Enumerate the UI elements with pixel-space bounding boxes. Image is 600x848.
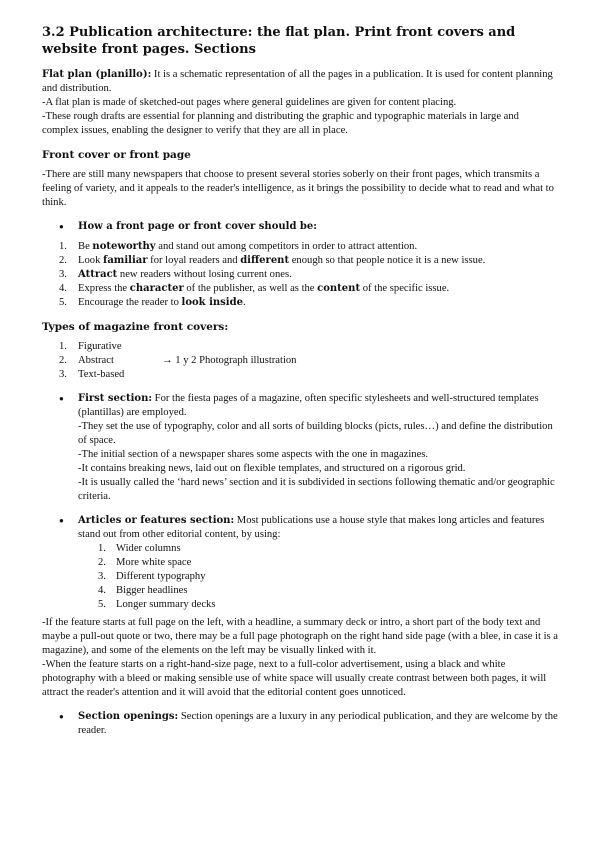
how-heading-item [42, 220, 558, 234]
list-item: 3. Different typography [98, 571, 206, 582]
list-item: 4. Express the character of the publisher, as well as the content of the specific issue. [59, 283, 450, 294]
list-item: 1. Figurative [59, 341, 122, 352]
first-line: -It is usually called the ‘hard news’ section and it is subdivided in sections following thematic and/or geographic criteria. [78, 477, 555, 502]
flatplan-paragraph [42, 68, 558, 96]
list-item: 2. Look familiar for loyal readers and different enough so that people notice it is a new issue. [59, 255, 486, 266]
first-line: -They set the use of typography, color and all sorts of building blocks (picts, rules…) and define the distribution of space. [78, 421, 553, 446]
articles-paragraph-2: -When the feature starts on a right-hand-size page, next to a full-color advertisement, using a black and white photography with a bleed or making sensible use of white space will usually create contrast between both pages, it will attract the reader's attention and it will avoid that the editorial content goes unnoticed. [42, 659, 547, 698]
first-line: -The initial section of a newspaper shares some aspects with the one in magazines. [78, 449, 429, 460]
flatplan-line-3: -These rough drafts are essential for planning and distributing the graphic and typographic materials in large and complex issues, enabling the designer to verify that they are all in place. [42, 111, 519, 136]
how-bullet-list [42, 220, 558, 234]
first-label: First section: [78, 393, 153, 404]
first-line: -It contains breaking news, laid out on flexible templates, and structured on a rigorous grid. [78, 463, 466, 474]
flatplan-text: It is a schematic representation of all the pages in a publication. It is used for content planning and distribution. [42, 69, 553, 94]
list-item: 3. Attract new readers without losing current ones. [59, 269, 292, 280]
first-section-item: ● First section: For the fiesta pages of a magazine, often specific stylesheets and well-structured templates (plantillas) are employed. -They set the use of typography, color and all sorts of building blocks (picts, rules…) and define the distribution of space. -The initial section of a newspaper shares some aspects with the one in magazines. -It contains breaking news, laid out on flexible templates, and structured on a rigorous grid. -It is usually called the ‘hard news’ section and it is subdivided in sections following thematic and/or geographic criteria. [42, 392, 558, 504]
frontcover-text: -There are still many newspapers that choose to present several stories soberly on their front pages, which transmits a feeling of variety, and it appeals to the reader's intelligence, as it brings the possibility to decide what to read and what to think. [42, 169, 554, 208]
document-page [42, 24, 558, 744]
openings-item: ● Section openings: Section openings are a luxury in any periodical publication, and they are welcome by the reader. [42, 710, 558, 738]
list-item: 2. Abstract → 1 y 2 Photograph illustration [59, 355, 297, 366]
how-list [42, 240, 558, 310]
openings-block [42, 710, 558, 738]
list-item: 4. Bigger headlines [98, 585, 188, 596]
articles-list [42, 542, 558, 612]
list-item: 1. Be noteworthy and stand out among competitors in order to attract attention. [59, 241, 418, 252]
articles-label: Articles or features section: [78, 515, 235, 526]
list-item: 5. Encourage the reader to look inside. [59, 297, 246, 308]
first-section-block [42, 392, 558, 504]
list-item: 1. Wider columns [98, 543, 181, 554]
list-item: 5. Longer summary decks [98, 599, 216, 610]
frontcover-heading: Front cover or front page [42, 149, 191, 161]
articles-paragraph-1: -If the feature starts at full page on the left, with a headline, a summary deck or intro, a short part of the body text and maybe a pull-out quote or two, there may be a full page photograph on the right hand side page (with a blee, in case it is a magazine), and some of the elements on the left may be visually linked with it. [42, 617, 558, 656]
flatplan-line-2: -A flat plan is made of sketched-out pages where general guidelines are given for content placing. [42, 97, 457, 108]
page-title: 3.2 Publication architecture: the flat plan. Print front covers and website front pages. Sections [42, 25, 516, 57]
articles-block [42, 514, 558, 542]
types-arrow-note: → 1 y 2 Photograph illustration [162, 355, 297, 366]
list-item: 3. Text-based [59, 369, 125, 380]
openings-label: Section openings: [78, 711, 179, 722]
articles-item: ● Articles or features section: Most publications use a house style that makes long articles and features stand out from other editorial content, by using: [42, 514, 558, 542]
types-heading: Types of magazine front covers: [42, 321, 229, 333]
types-list [42, 340, 558, 382]
flatplan-label: Flat plan (planillo): [42, 69, 152, 80]
how-heading: How a front page or front cover should be: [78, 221, 317, 232]
list-item: 2. More white space [98, 557, 192, 568]
